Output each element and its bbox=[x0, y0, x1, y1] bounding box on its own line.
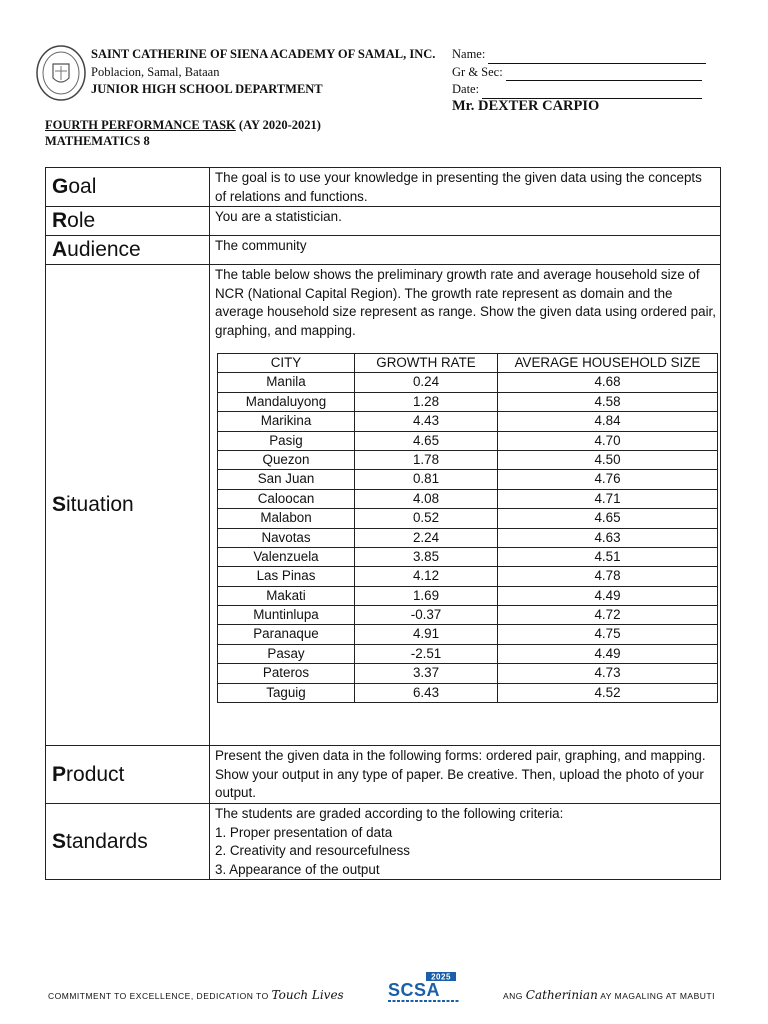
table-row bbox=[218, 489, 718, 508]
city-cell: Makati bbox=[218, 586, 355, 605]
city-cell: Navotas bbox=[218, 528, 355, 547]
city-cell: Marikina bbox=[218, 412, 355, 431]
table-row bbox=[218, 625, 718, 644]
col-header-growth-rate: GROWTH RATE bbox=[355, 354, 498, 373]
audience-text: The community bbox=[210, 236, 721, 265]
city-cell: Malabon bbox=[218, 509, 355, 528]
growth-cell: 0.81 bbox=[355, 470, 498, 489]
household-cell: 4.63 bbox=[498, 528, 718, 547]
standards-item: 3. Appearance of the output bbox=[215, 861, 380, 877]
household-cell: 4.72 bbox=[498, 606, 718, 625]
household-cell: 4.49 bbox=[498, 644, 718, 663]
household-cell: 4.73 bbox=[498, 664, 718, 683]
household-cell: 4.51 bbox=[498, 547, 718, 566]
footer-motto-text: COMMITMENT TO EXCELLENCE, DEDICATION TO bbox=[48, 991, 269, 1001]
standards-cell bbox=[210, 804, 721, 880]
footer-right-script: Catherinian bbox=[525, 988, 598, 1002]
growth-cell: 6.43 bbox=[355, 683, 498, 702]
school-info bbox=[91, 46, 435, 99]
product-label: Product bbox=[46, 746, 210, 804]
situation-label: Situation bbox=[46, 265, 210, 746]
table-row bbox=[218, 683, 718, 702]
situation-row bbox=[46, 265, 721, 746]
table-row bbox=[218, 450, 718, 469]
city-cell: Quezon bbox=[218, 450, 355, 469]
product-text: Present the given data in the following forms: ordered pair, graphing, and mapping. Show your output in any type of paper. Be creative. Then, upload the photo of your output. bbox=[210, 746, 721, 804]
household-cell: 4.68 bbox=[498, 373, 718, 392]
table-row bbox=[218, 373, 718, 392]
growth-cell: 4.12 bbox=[355, 567, 498, 586]
growth-cell: 0.52 bbox=[355, 509, 498, 528]
logo-text: SCSA bbox=[388, 980, 441, 1000]
city-cell: Pateros bbox=[218, 664, 355, 683]
name-label: Name: bbox=[452, 47, 486, 61]
household-cell: 4.71 bbox=[498, 489, 718, 508]
date-field[interactable] bbox=[452, 81, 706, 99]
standards-item: 2. Creativity and resourcefulness bbox=[215, 843, 411, 858]
goal-label: Goal bbox=[46, 168, 210, 207]
date-line[interactable] bbox=[482, 85, 702, 99]
goal-row bbox=[46, 168, 721, 207]
city-cell: Muntinlupa bbox=[218, 606, 355, 625]
task-subject: MATHEMATICS 8 bbox=[45, 134, 150, 148]
household-cell: 4.50 bbox=[498, 450, 718, 469]
city-cell: Mandaluyong bbox=[218, 392, 355, 411]
growth-cell: 0.24 bbox=[355, 373, 498, 392]
growth-cell: 4.08 bbox=[355, 489, 498, 508]
col-header-city: CITY bbox=[218, 354, 355, 373]
table-row bbox=[218, 586, 718, 605]
growth-cell: 4.43 bbox=[355, 412, 498, 431]
growth-rate-table bbox=[217, 353, 718, 703]
task-title: FOURTH PERFORMANCE TASK bbox=[45, 118, 236, 132]
standards-label: Standards bbox=[46, 804, 210, 880]
growth-table-header bbox=[218, 354, 718, 373]
growth-cell: 1.69 bbox=[355, 586, 498, 605]
growth-cell: 1.28 bbox=[355, 392, 498, 411]
city-cell: Manila bbox=[218, 373, 355, 392]
situation-cell bbox=[210, 265, 721, 746]
school-name: SAINT CATHERINE OF SIENA ACADEMY OF SAMAL, INC. bbox=[91, 47, 436, 61]
task-heading bbox=[45, 117, 321, 149]
section-label: Gr & Sec: bbox=[452, 64, 503, 79]
table-row bbox=[218, 392, 718, 411]
city-cell: Taguig bbox=[218, 683, 355, 702]
growth-cell: 4.65 bbox=[355, 431, 498, 450]
date-label: Date: bbox=[452, 82, 480, 96]
city-cell: Valenzuela bbox=[218, 547, 355, 566]
growth-cell: 3.37 bbox=[355, 664, 498, 683]
growth-cell: -0.37 bbox=[355, 606, 498, 625]
footer-motto-left bbox=[48, 988, 344, 1002]
table-row bbox=[218, 606, 718, 625]
table-row bbox=[218, 547, 718, 566]
role-row bbox=[46, 207, 721, 236]
product-row bbox=[46, 746, 721, 804]
footer-motto-script: Touch Lives bbox=[271, 988, 344, 1002]
section-line[interactable] bbox=[506, 67, 702, 81]
table-row bbox=[218, 528, 718, 547]
household-cell: 4.65 bbox=[498, 509, 718, 528]
student-fields bbox=[452, 46, 706, 99]
grasps-table bbox=[45, 167, 721, 880]
department-name: JUNIOR HIGH SCHOOL DEPARTMENT bbox=[91, 82, 323, 96]
footer-right-suffix: AY MAGALING AT MABUTI bbox=[600, 991, 715, 1001]
standards-intro: The students are graded according to the following criteria: bbox=[215, 806, 564, 821]
school-seal-logo bbox=[35, 44, 87, 102]
household-cell: 4.78 bbox=[498, 567, 718, 586]
household-cell: 4.70 bbox=[498, 431, 718, 450]
scsa-2025-logo bbox=[386, 972, 466, 1006]
household-cell: 4.52 bbox=[498, 683, 718, 702]
school-address: Poblacion, Samal, Bataan bbox=[91, 64, 220, 79]
table-row bbox=[218, 412, 718, 431]
growth-cell: 3.85 bbox=[355, 547, 498, 566]
city-cell: Las Pinas bbox=[218, 567, 355, 586]
household-cell: 4.58 bbox=[498, 392, 718, 411]
table-row bbox=[218, 470, 718, 489]
city-cell: Pasig bbox=[218, 431, 355, 450]
household-cell: 4.75 bbox=[498, 625, 718, 644]
col-header-household-size: AVERAGE HOUSEHOLD SIZE bbox=[498, 354, 718, 373]
goal-text: The goal is to use your knowledge in presenting the given data using the concepts of relations and functions. bbox=[210, 168, 721, 207]
role-label: Role bbox=[46, 207, 210, 236]
city-cell: San Juan bbox=[218, 470, 355, 489]
section-field[interactable] bbox=[452, 64, 706, 82]
name-field[interactable] bbox=[452, 46, 706, 64]
role-text: You are a statistician. bbox=[210, 207, 721, 236]
growth-cell: 2.24 bbox=[355, 528, 498, 547]
logo-year: 2025 bbox=[431, 972, 451, 982]
table-row bbox=[218, 567, 718, 586]
table-row bbox=[218, 509, 718, 528]
table-row bbox=[218, 664, 718, 683]
teacher-name: Mr. DEXTER CARPIO bbox=[452, 98, 600, 114]
growth-cell: 1.78 bbox=[355, 450, 498, 469]
standards-row bbox=[46, 804, 721, 880]
city-cell: Paranaque bbox=[218, 625, 355, 644]
household-cell: 4.84 bbox=[498, 412, 718, 431]
city-cell: Caloocan bbox=[218, 489, 355, 508]
name-line[interactable] bbox=[488, 50, 706, 64]
household-cell: 4.76 bbox=[498, 470, 718, 489]
city-cell: Pasay bbox=[218, 644, 355, 663]
standards-item: 1. Proper presentation of data bbox=[215, 824, 393, 840]
audience-label: Audience bbox=[46, 236, 210, 265]
household-cell: 4.49 bbox=[498, 586, 718, 605]
growth-cell: 4.91 bbox=[355, 625, 498, 644]
situation-text: The table below shows the preliminary growth rate and average household size of NCR (National Capital Region). The growth rate represent as domain and the average household size represent as range. Show the given data using ordered pair, graphing, and mapping. bbox=[215, 267, 716, 338]
table-row bbox=[218, 644, 718, 663]
audience-row bbox=[46, 236, 721, 265]
footer-right-prefix: ANG bbox=[503, 991, 523, 1001]
task-year: (AY 2020-2021) bbox=[238, 118, 321, 132]
table-row bbox=[218, 431, 718, 450]
page-footer bbox=[48, 972, 728, 1012]
growth-cell: -2.51 bbox=[355, 644, 498, 663]
footer-motto-right bbox=[503, 988, 715, 1002]
